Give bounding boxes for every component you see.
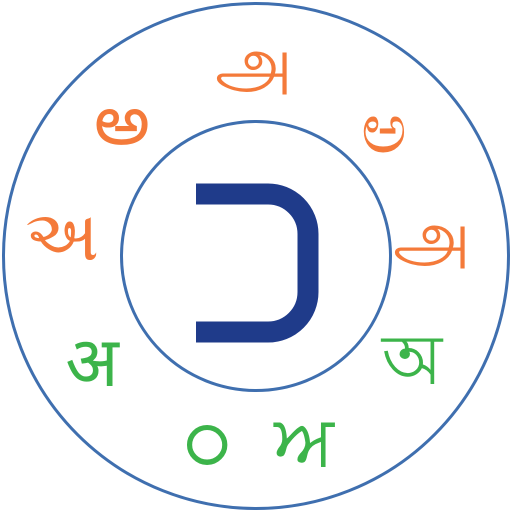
glyph-malayalam: ഠ <box>180 399 228 481</box>
bracket-shape <box>196 194 308 332</box>
glyph-gurmukhi: ਅ <box>273 399 335 481</box>
glyph-hindi: अ <box>65 321 119 403</box>
glyph-kannada: ಅ <box>360 87 408 169</box>
glyph-tamil-top: அ <box>215 21 293 103</box>
glyph-gujarati: અ <box>25 195 99 277</box>
glyph-telugu: అ <box>94 79 150 161</box>
glyph-bengali: অ <box>381 319 443 401</box>
glyph-tamil-right: அ <box>393 195 471 277</box>
